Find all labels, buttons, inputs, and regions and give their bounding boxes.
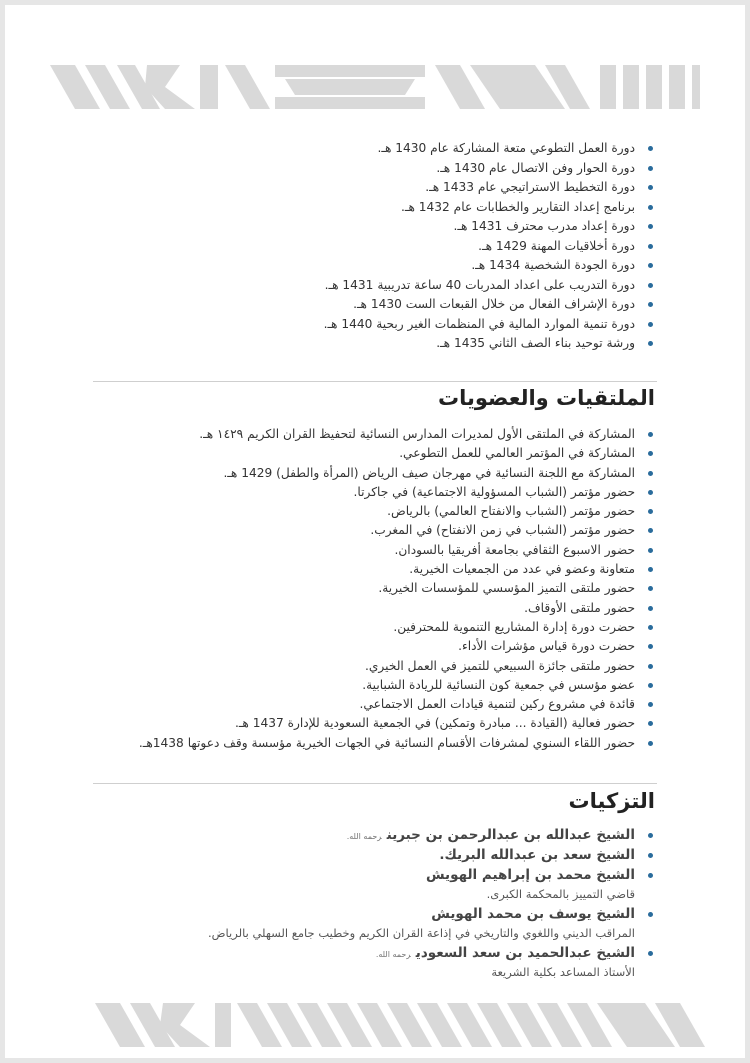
list-item: دورة أخلاقيات المهنة 1429 هـ. xyxy=(75,237,655,257)
list-item: قائدة في مشروع ركين لتنمية قيادات العمل الاجتماعي. xyxy=(75,695,655,714)
top-pattern-band xyxy=(5,57,745,117)
list-item: حضور ملتقى التميز المؤسسي للمؤسسات الخيرية. xyxy=(75,579,655,598)
forums-heading: الملتقيات والعضويات xyxy=(437,386,655,410)
recommender-name: الشيخ محمد بن إبراهيم الهويش xyxy=(425,867,635,883)
list-item: دورة العمل التطوعي متعة المشاركة عام 1430 هـ. xyxy=(75,139,655,159)
list-item: المشاركة مع اللجنة النسائية في مهرجان صيف الرياض (المرأة والطفل) 1429 هـ. xyxy=(75,464,655,483)
list-item: حضور مؤتمر (الشباب في زمن الانفتاح) في المغرب. xyxy=(75,521,655,540)
recommender-name: الشيخ يوسف بن محمد الهويش xyxy=(431,906,635,922)
recommender-title: الأستاذ المساعد بكلية الشريعة xyxy=(491,965,635,979)
recommender-note: رحمه الله. xyxy=(346,832,382,841)
list-item: المشاركة في المؤتمر العالمي للعمل التطوعي. xyxy=(75,444,655,463)
forums-list xyxy=(75,425,655,753)
recommendations-section xyxy=(75,825,655,982)
recommender-name: الشيخ سعد بن عبدالله البريك. xyxy=(439,847,635,863)
recommender-title: المراقب الديني واللغوي والتاريخي في إذاعة القران الكريم وخطيب جامع السهلي بالرياض. xyxy=(207,926,635,940)
recommender-title: قاضي التمييز بالمحكمة الكبرى. xyxy=(486,887,635,901)
list-item: حضور مؤتمر (الشباب المسؤولية الاجتماعية) في جاكرتا. xyxy=(75,483,655,502)
recommender-name-line xyxy=(75,943,635,963)
list-item: حضرت دورة قياس مؤشرات الأداء. xyxy=(75,637,655,656)
section-divider xyxy=(93,381,657,382)
recommender-name: الشيخ عبدالحميد بن سعد السعودي xyxy=(415,945,635,961)
courses-section xyxy=(75,139,655,354)
recommender-name-line xyxy=(75,845,635,865)
list-item: دورة الجودة الشخصية 1434 هـ. xyxy=(75,256,655,276)
forums-section xyxy=(75,425,655,753)
list-item: حضور ملتقى الأوقاف. xyxy=(75,599,655,618)
list-item: عضو مؤسس في جمعية كون النسائية للريادة الشبابية. xyxy=(75,676,655,695)
list-item: حضرت دورة إدارة المشاريع التنموية للمحترفين. xyxy=(75,618,655,637)
recommender-name: الشيخ عبدالله بن عبدالرحمن بن جبرين xyxy=(386,827,635,843)
recommendation-item xyxy=(75,943,655,982)
list-item: حضور اللقاء السنوي لمشرفات الأقسام النسائية في الجهات الخيرية مؤسسة وقف دعوتها 1438هـ. xyxy=(75,734,655,753)
recommendation-item xyxy=(75,865,655,904)
list-item: دورة التدريب على اعداد المدربات 40 ساعة تدريبية 1431 هـ. xyxy=(75,276,655,296)
recommender-note: رحمه الله. xyxy=(375,950,411,959)
list-item: دورة الإشراف الفعال من خلال القبعات الست 1430 هـ. xyxy=(75,295,655,315)
list-item: دورة إعداد مدرب محترف 1431 هـ. xyxy=(75,217,655,237)
section-divider xyxy=(93,783,657,784)
list-item: برنامج إعداد التقارير والخطابات عام 1432 هـ. xyxy=(75,198,655,218)
list-item: المشاركة في الملتقى الأول لمديرات المدارس النسائية لتحفيظ القران الكريم ١٤٢٩ هـ. xyxy=(75,425,655,444)
bottom-pattern-band xyxy=(5,995,745,1055)
recommendations-heading: التزكيات xyxy=(568,789,655,813)
list-item: ورشة توحيد بناء الصف الثاني 1435 هـ. xyxy=(75,334,655,354)
document-page xyxy=(5,5,745,1058)
list-item: دورة الحوار وفن الاتصال عام 1430 هـ. xyxy=(75,159,655,179)
recommendation-item xyxy=(75,904,655,943)
list-item: دورة تنمية الموارد المالية في المنظمات الغير ربحية 1440 هـ. xyxy=(75,315,655,335)
list-item: دورة التخطيط الاستراتيجي عام 1433 هـ. xyxy=(75,178,655,198)
recommender-name-line xyxy=(75,904,635,924)
recommender-name-line xyxy=(75,865,635,885)
list-item: حضور مؤتمر (الشباب والانفتاح العالمي) بالرياض. xyxy=(75,502,655,521)
list-item: حضور فعالية (القيادة ... مبادرة وتمكين) في الجمعية السعودية للإدارة 1437 هـ. xyxy=(75,714,655,733)
recommender-name-line xyxy=(75,825,635,845)
list-item: حضور الاسبوع الثقافي بجامعة أفريقيا بالسودان. xyxy=(75,541,655,560)
recommendation-item xyxy=(75,845,655,865)
courses-list xyxy=(75,139,655,354)
list-item: حضور ملتقى جائزة السبيعي للتميز في العمل الخيري. xyxy=(75,657,655,676)
list-item: متعاونة وعضو في عدد من الجمعيات الخيرية. xyxy=(75,560,655,579)
recommendation-item xyxy=(75,825,655,845)
